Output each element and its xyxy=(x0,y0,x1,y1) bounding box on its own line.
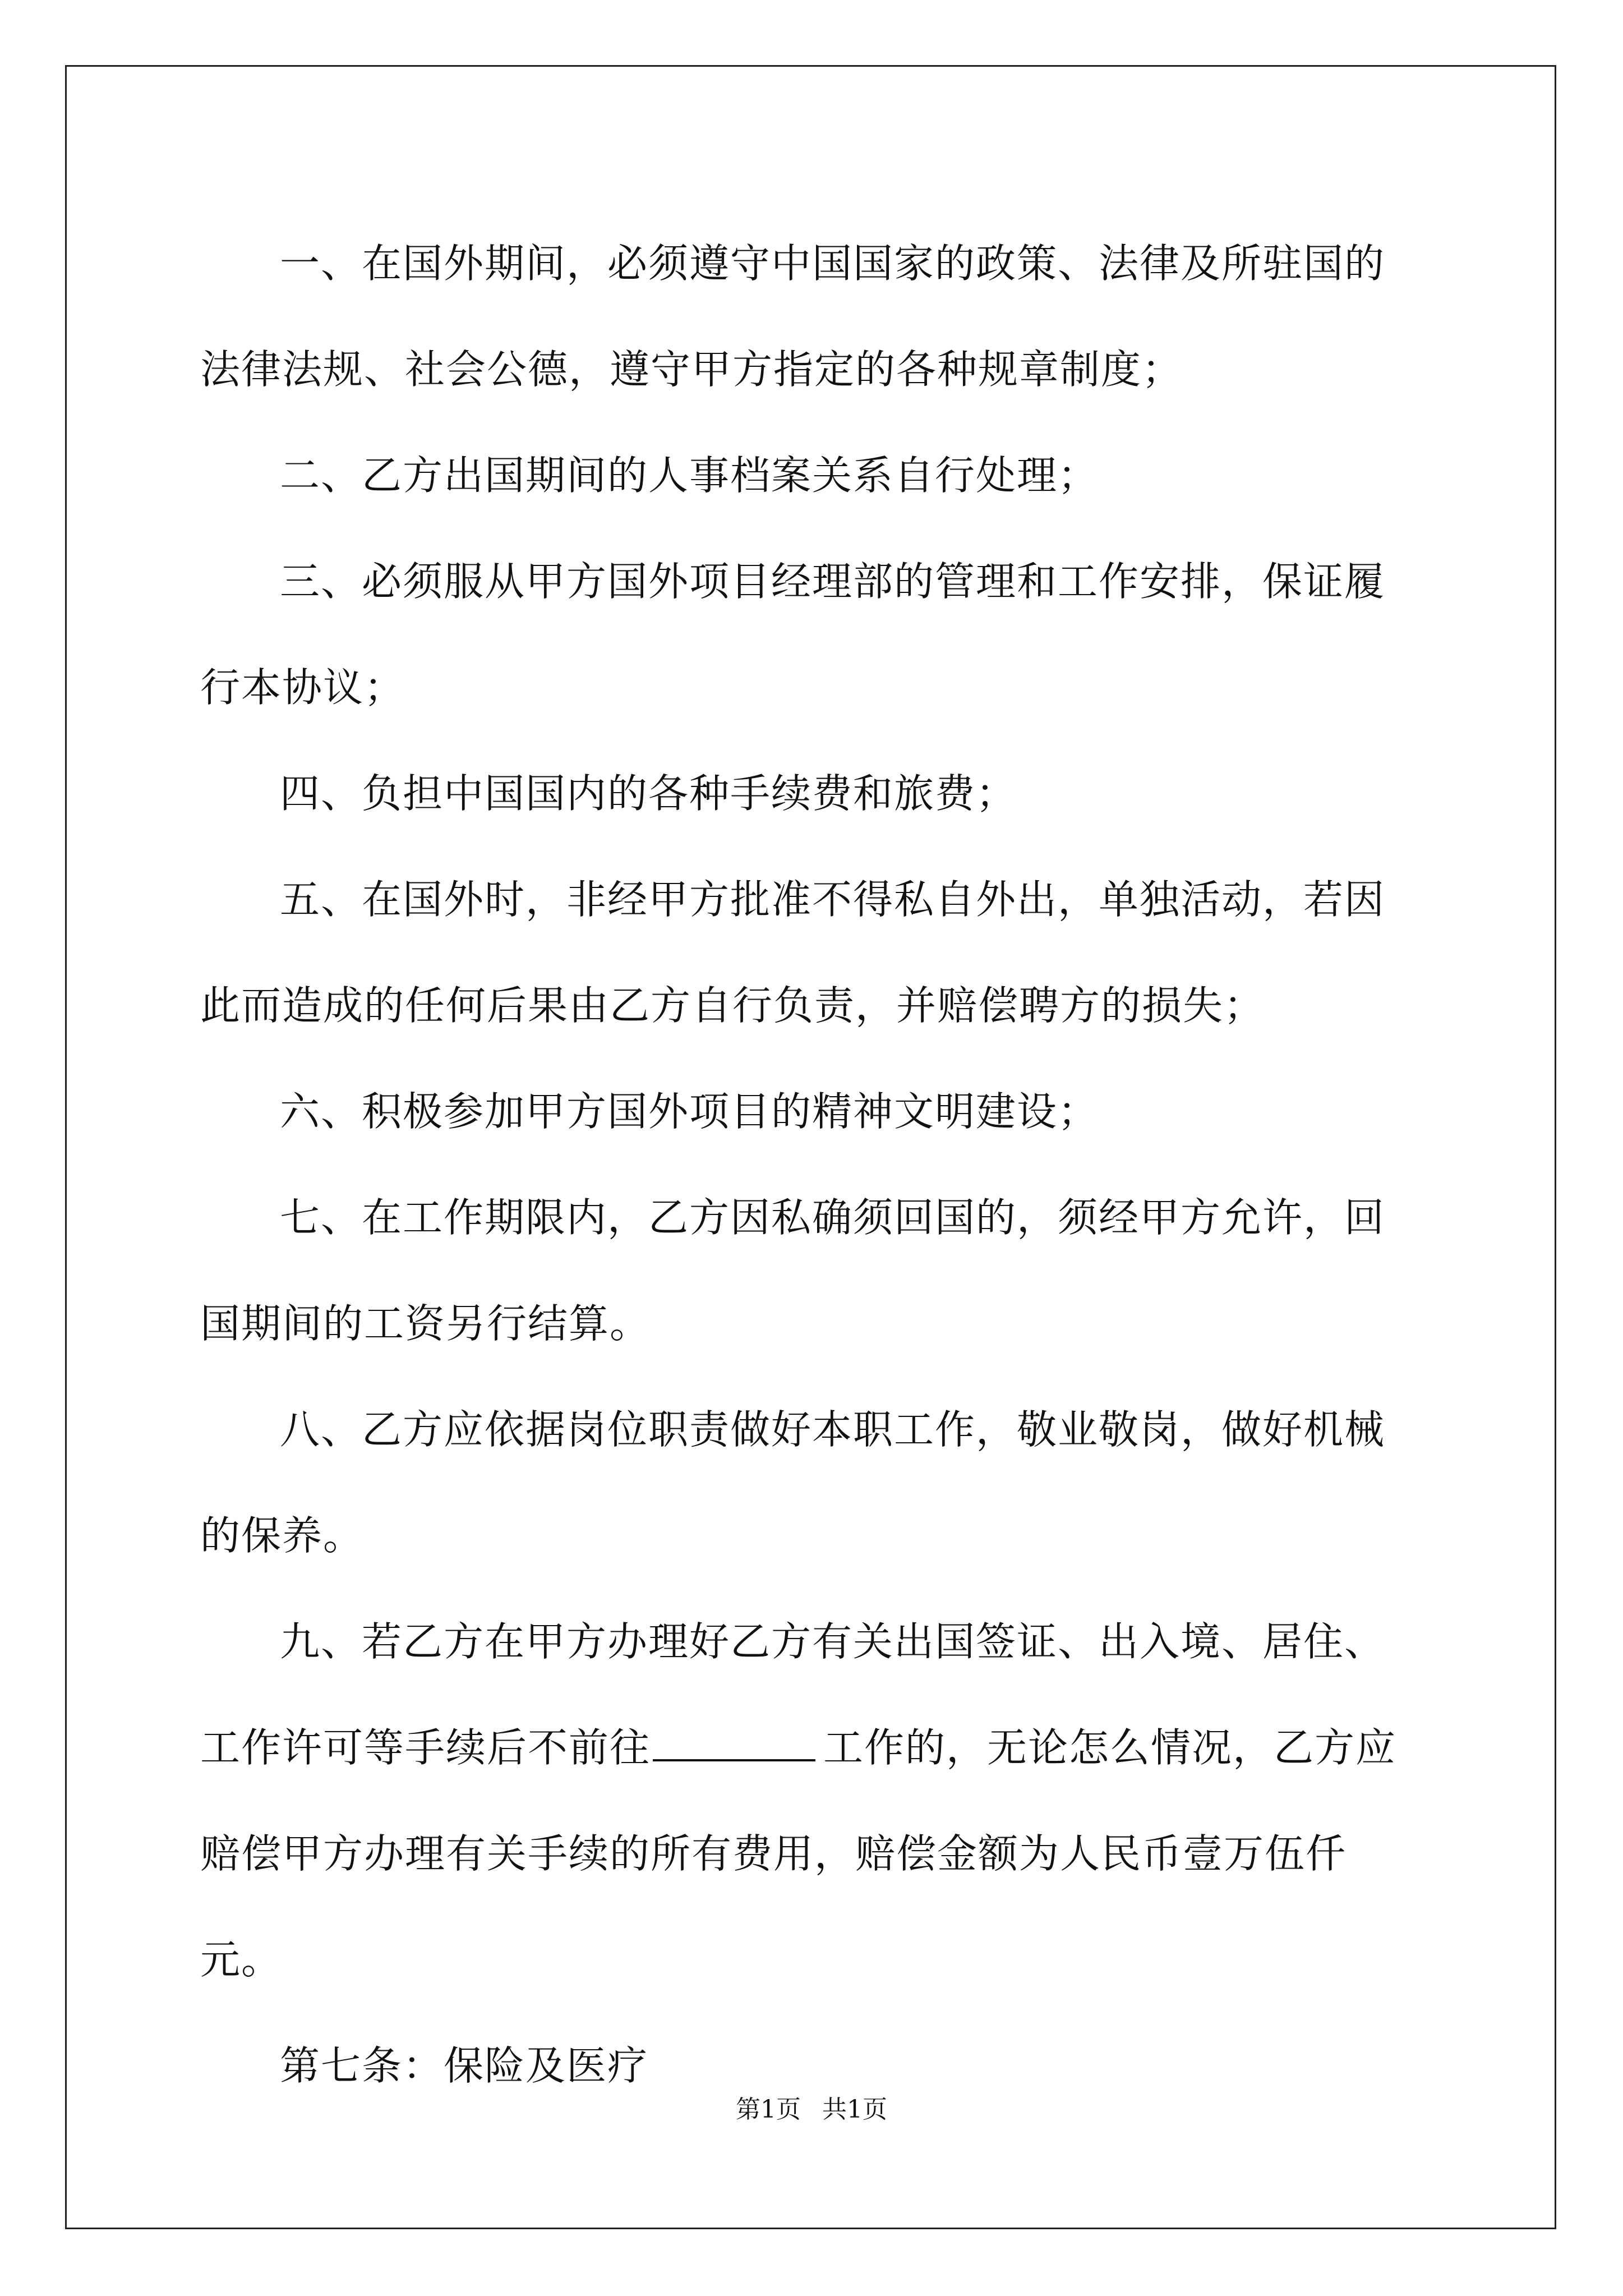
clause-3: 三、必须服从甲方国外项目经理部的管理和工作安排，保证履行本协议； xyxy=(200,558,1386,711)
clause-9-text-before: 九、若乙方在甲方办理好乙方有关出国签证、出入境、居住、工作许可等手续后不前往 xyxy=(200,1618,1386,1771)
fill-in-blank xyxy=(653,1726,815,1761)
article-heading: 第七条：保险及医疗 xyxy=(280,2042,649,2089)
page-number: 第1页 xyxy=(736,2095,801,2124)
clause-6: 六、积极参加甲方国外项目的精神文明建设； xyxy=(280,1088,1099,1135)
clause-7: 七、在工作期限内，乙方因私确须回国的，须经甲方允许，回国期间的工资另行结算。 xyxy=(200,1194,1386,1347)
clause-1: 一、在国外期间，必须遵守中国国家的政策、法律及所驻国的法律法规、社会公德，遵守甲方指定的各种规章制度； xyxy=(200,240,1386,393)
clause-5: 五、在国外时，非经甲方批准不得私自外出，单独活动，若因此而造成的任何后果由乙方自行负责，并赔偿聘方的损失； xyxy=(200,876,1386,1029)
clause-9-text-after: 工作的，无论怎么情况，乙方应赔偿甲方办理有关手续的所有费用，赔偿金额为人民币壹万伍仟元。 xyxy=(200,1724,1397,1983)
document-body xyxy=(200,210,1422,2119)
total-pages: 共1页 xyxy=(822,2095,887,2124)
page-footer xyxy=(0,2089,1623,2125)
clause-9 xyxy=(200,1589,1422,2013)
clause-2: 二、乙方出国期间的人事档案关系自行处理； xyxy=(280,452,1099,499)
clause-8: 八、乙方应依据岗位职责做好本职工作，敬业敬岗，做好机械的保养。 xyxy=(200,1406,1386,1559)
clause-4: 四、负担中国国内的各种手续费和旅费； xyxy=(280,770,1017,817)
